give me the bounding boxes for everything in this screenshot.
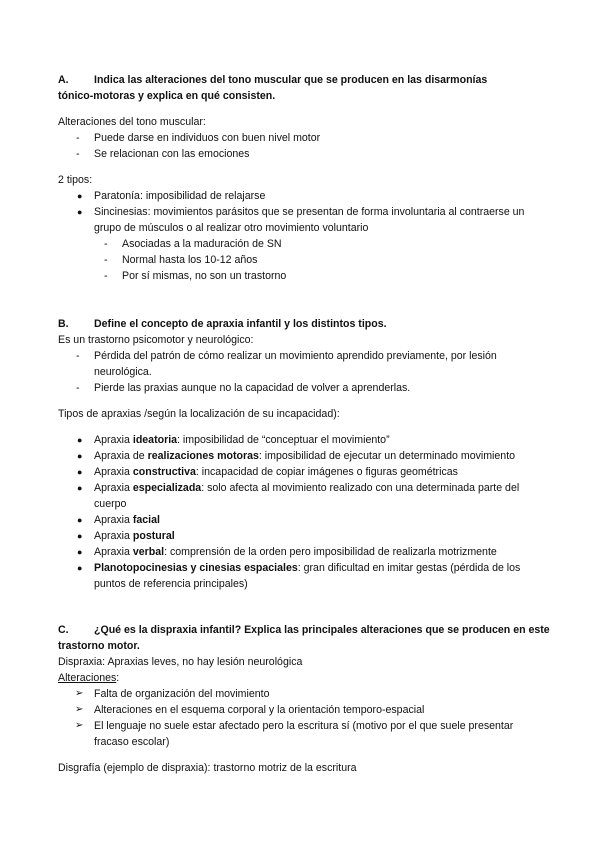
sub-list-item: Asociadas a la maduración de SN [122,238,282,250]
dash-marker: - [76,132,80,144]
arrow-bullet-icon: ➢ [75,720,84,731]
section-b-letter: B. [58,318,69,330]
bullet-icon: ● [77,531,83,541]
list-item [94,512,160,528]
section-c-definition: Dispraxia: Apraxias leves, no hay lesión neurológica [58,656,303,668]
section-c-question-line2: trastorno motor. [58,640,140,652]
apraxia-description: : gran dificultad en imitar gestas (pérdida de los [297,562,521,574]
alteraciones-colon: : [116,672,120,684]
section-b-intro: Es un trastorno psicomotor y neurológico: [58,334,254,346]
list-item [94,464,458,480]
dash-marker: - [76,382,80,394]
apraxia-prefix: Apraxia [94,530,133,542]
apraxia-type-name: postural [132,530,175,542]
sub-list-item: Normal hasta los 10-12 años [122,254,258,266]
alteraciones-heading [58,670,119,686]
list-item: Puede darse en individuos con buen nivel motor [94,132,321,144]
apraxia-description: : comprensión de la orden pero imposibilidad de realizarla motrizmente [164,546,497,558]
apraxia-description: : imposibilidad de ejecutar un determinado movimiento [258,450,516,462]
list-item: El lenguaje no suele estar afectado pero la escritura sí (motivo por el que suele presentar [94,720,514,732]
list-item: Alteraciones en el esquema corporal y la orientación temporo-espacial [94,704,425,716]
bullet-icon: ● [77,483,83,493]
dash-marker: - [104,238,108,250]
arrow-bullet-icon: ➢ [75,688,84,699]
list-item [94,560,520,576]
apraxia-type-name: Planotopocinesias y cinesias espaciales [94,562,298,574]
list-item: Sincinesias: movimientos parásitos que se presentan de forma involuntaria al contraerse un [94,206,525,218]
list-item: Falta de organización del movimiento [94,688,270,700]
apraxia-prefix: Apraxia [94,434,133,446]
list-item [94,432,390,448]
apraxia-type-name: realizaciones motoras [147,450,259,462]
sub-list-item: Por sí mismas, no son un trastorno [122,270,287,282]
list-item: Paratonía: imposibilidad de relajarse [94,190,266,202]
list-item [94,448,515,464]
section-c-closing: Disgrafía (ejemplo de dispraxia): trastorno motriz de la escritura [58,762,357,774]
arrow-bullet-icon: ➢ [75,704,84,715]
section-b-question: Define el concepto de apraxia infantil y los distintos tipos. [94,318,387,330]
apraxia-prefix: Apraxia [94,514,133,526]
section-a-types-label: 2 tipos: [58,174,93,186]
list-item-continuation: grupo de músculos o al realizar otro movimiento voluntario [94,222,369,234]
list-item [94,528,175,544]
section-a-intro: Alteraciones del tono muscular: [58,116,206,128]
list-item-continuation: cuerpo [94,498,127,510]
apraxia-type-name: facial [132,514,160,526]
section-a-question-line1: Indica las alteraciones del tono muscular que se producen en las disarmonías [94,74,488,86]
list-item-continuation: fracaso escolar) [94,736,170,748]
apraxia-type-name: verbal [132,546,165,558]
apraxia-prefix: Apraxia [94,482,133,494]
apraxia-prefix: Apraxia [94,546,133,558]
section-a-letter: A. [58,74,69,86]
dash-marker: - [104,270,108,282]
dash-marker: - [104,254,108,266]
list-item [94,544,497,560]
apraxia-prefix: Apraxia de [94,450,148,462]
apraxia-description: : incapacidad de copiar imágenes o figuras geométricas [195,466,458,478]
apraxia-type-name: ideatoria [132,434,178,446]
list-item: Se relacionan con las emociones [94,148,250,160]
apraxia-description: : imposibilidad de “conceptuar el movimiento” [177,434,390,446]
apraxia-type-name: constructiva [132,466,196,478]
section-b-types-intro: Tipos de apraxias /según la localización de su incapacidad): [58,408,340,420]
bullet-icon: ● [77,515,83,525]
list-item-continuation: neurológica. [94,366,152,378]
list-item [94,480,519,496]
dash-marker: - [76,350,80,362]
dash-marker: - [76,148,80,160]
apraxia-description: : solo afecta al movimiento realizado con una determinada parte del [201,482,520,494]
list-item: Pérdida del patrón de cómo realizar un movimiento aprendido previamente, por lesión [94,350,497,362]
apraxia-type-name: especializada [132,482,202,494]
section-c-question-line1: ¿Qué es la dispraxia infantil? Explica las principales alteraciones que se producen en este [94,624,550,636]
alteraciones-label: Alteraciones [58,672,117,684]
section-a-question-line2: tónico-motoras y explica en qué consisten. [58,90,276,102]
bullet-icon: ● [77,451,83,461]
bullet-icon: ● [77,563,83,573]
list-item-continuation: puntos de referencia principales) [94,578,248,590]
bullet-icon: ● [77,467,83,477]
bullet-icon: ● [77,207,83,217]
list-item: Pierde las praxias aunque no la capacidad de volver a aprenderlas. [94,382,411,394]
bullet-icon: ● [77,547,83,557]
bullet-icon: ● [77,435,83,445]
bullet-icon: ● [77,191,83,201]
section-c-letter: C. [58,624,69,636]
apraxia-prefix: Apraxia [94,466,133,478]
